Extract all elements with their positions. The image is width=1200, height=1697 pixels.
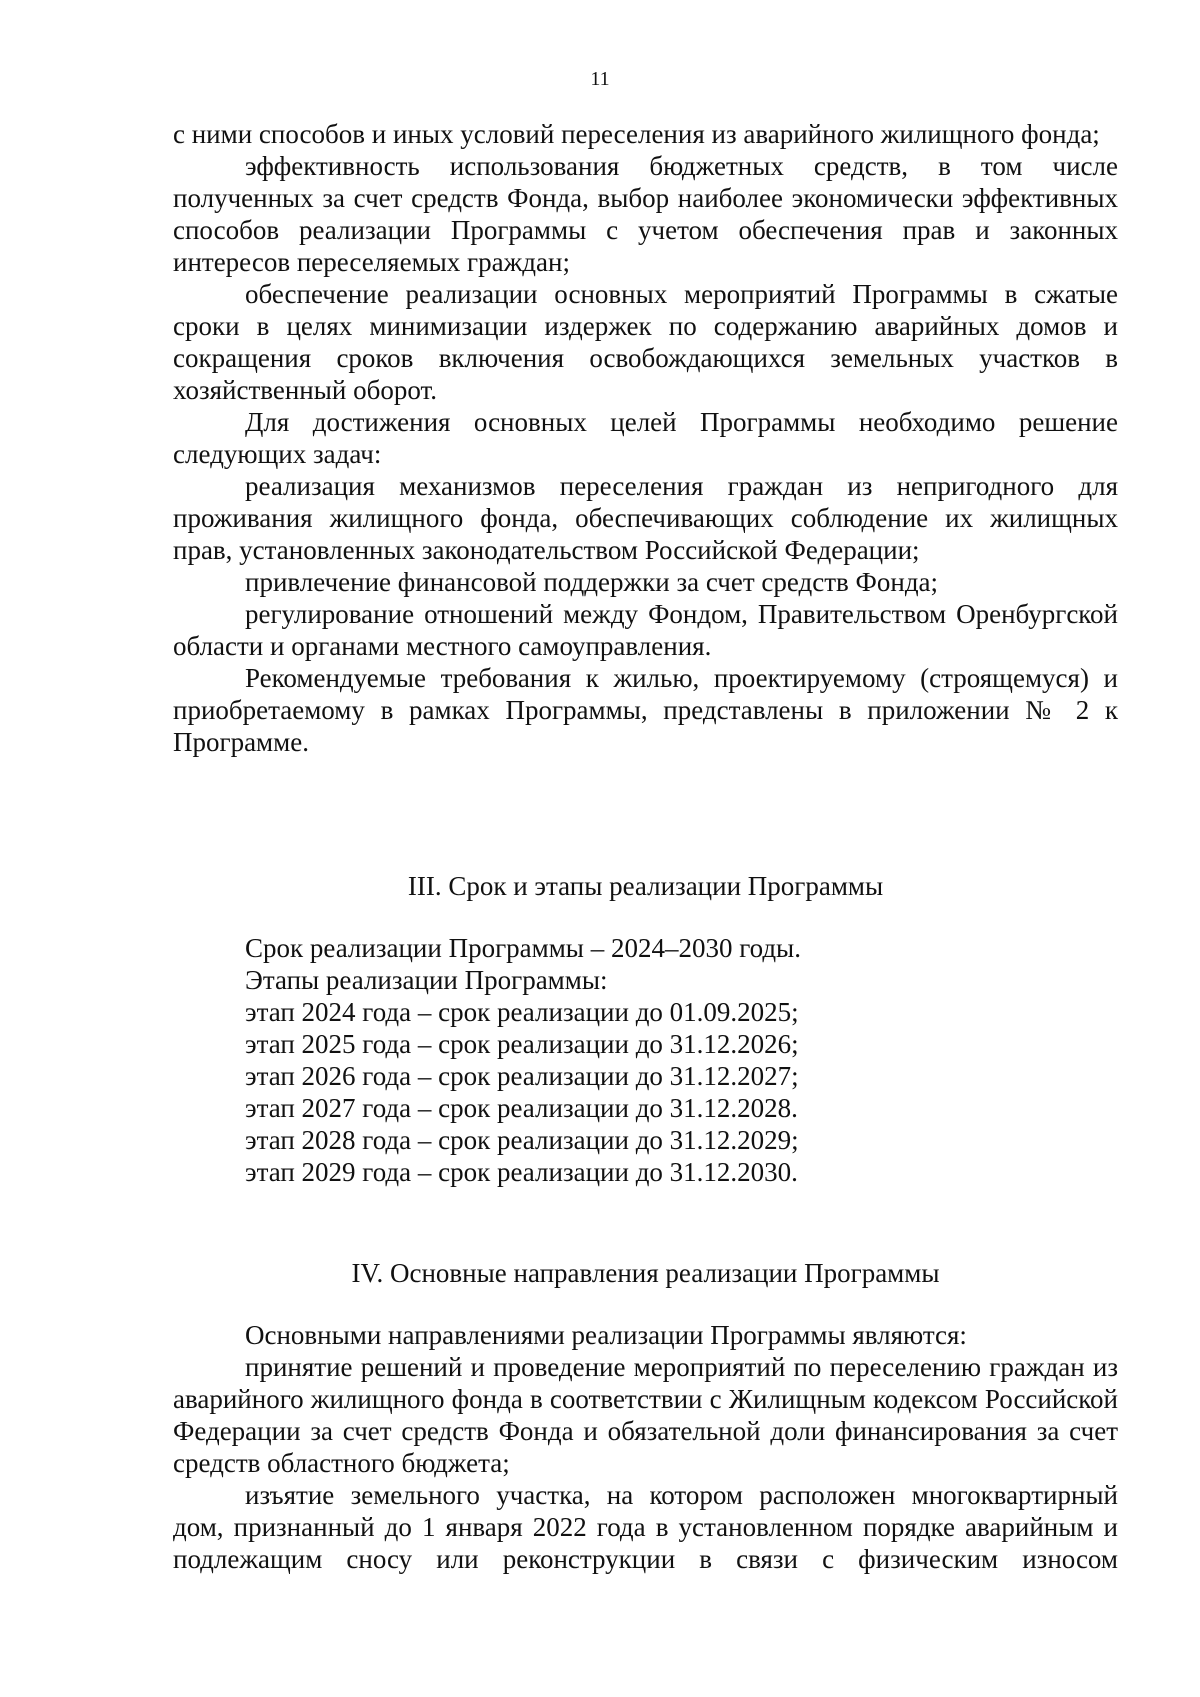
stages-title: Этапы реализации Программы: bbox=[245, 965, 608, 995]
section-4-intro: Основными направлениями реализации Программы являются: bbox=[245, 1320, 967, 1350]
section-4-heading: IV. Основные направления реализации Программы bbox=[351, 1258, 940, 1288]
paragraph: обеспечение реализации основных мероприятий Программы в сжатые сроки в целях минимизации издержек по содержанию аварийных домов и сокращения сроков включения освобождающихся земельных участков в хозяйственный оборот. bbox=[173, 279, 1118, 405]
paragraph: Для достижения основных целей Программы необходимо решение следующих задач: bbox=[173, 407, 1118, 469]
paragraph: реализация механизмов переселения граждан из непригодного для проживания жилищного фонда, обеспечивающих соблюдение их жилищных прав, установленных законодательством Российской Федерации; bbox=[173, 471, 1118, 565]
paragraph: Рекомендуемые требования к жилью, проектируемому (строящемуся) и приобретаемому в рамках Программы, представлены в приложении № 2 к Программе. bbox=[173, 663, 1118, 757]
section-4-body bbox=[173, 1319, 1118, 1575]
stage-line: этап 2029 года – срок реализации до 31.12.2030. bbox=[245, 1157, 798, 1187]
stage-line: этап 2024 года – срок реализации до 01.09.2025; bbox=[245, 997, 799, 1027]
page-number: 11 bbox=[590, 68, 610, 90]
term-line: Срок реализации Программы – 2024–2030 годы. bbox=[245, 933, 801, 963]
stage-line: этап 2026 года – срок реализации до 31.12.2027; bbox=[245, 1061, 799, 1091]
paragraph: с ними способов и иных условий переселения из аварийного жилищного фонда; bbox=[173, 119, 1100, 149]
stage-line: этап 2028 года – срок реализации до 31.12.2029; bbox=[245, 1125, 799, 1155]
paragraph: регулирование отношений между Фондом, Правительством Оренбургской области и органами местного самоуправления. bbox=[173, 599, 1118, 661]
paragraph: эффективность использования бюджетных средств, в том числе полученных за счет средств Фонда, выбор наиболее экономически эффективных способов реализации Программы с учетом обеспечения прав и законных интересов переселяемых граждан; bbox=[173, 151, 1118, 277]
section-3-body bbox=[173, 932, 1118, 1188]
section-2-continuation bbox=[173, 118, 1118, 758]
stage-line: этап 2025 года – срок реализации до 31.12.2026; bbox=[245, 1029, 799, 1059]
paragraph: привлечение финансовой поддержки за счет средств Фонда; bbox=[245, 567, 939, 597]
paragraph: принятие решений и проведение мероприятий по переселению граждан из аварийного жилищного фонда в соответствии с Жилищным кодексом Российской Федерации за счет средств Фонда и обязательной доли финансирования за счет средств областного бюджета; bbox=[173, 1352, 1118, 1478]
section-3-heading: III. Срок и этапы реализации Программы bbox=[407, 871, 884, 901]
stage-line: этап 2027 года – срок реализации до 31.12.2028. bbox=[245, 1093, 798, 1123]
paragraph: изъятие земельного участка, на котором расположен многоквартирный дом, признанный до 1 января 2022 года в установленном порядке аварийным и подлежащим сносу или реконструкции в связи с физическим износом bbox=[173, 1480, 1118, 1574]
